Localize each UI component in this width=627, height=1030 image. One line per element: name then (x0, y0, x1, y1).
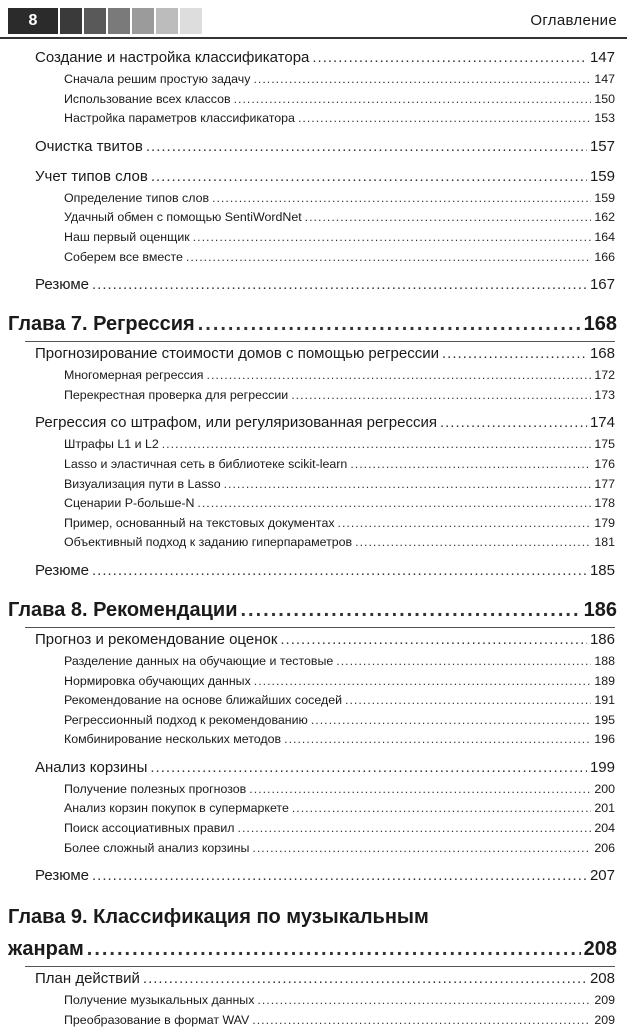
entry-page: 189 (594, 673, 615, 688)
spacer (0, 888, 627, 902)
entry-title: Рекомендование на основе ближайших соседей (64, 693, 343, 708)
header-bar (60, 8, 82, 34)
toc-section[interactable] (0, 342, 627, 366)
entry-page: 147 (589, 49, 615, 66)
toc-subsection[interactable] (0, 652, 627, 672)
toc-subsection[interactable] (0, 248, 627, 268)
dot-leader (224, 475, 592, 495)
header-bar (84, 8, 106, 34)
toc-subsection[interactable] (0, 799, 627, 819)
entry-title: Поиск ассоциативных правил (64, 821, 235, 836)
entry-page: 168 (589, 345, 615, 363)
dot-leader (312, 46, 587, 70)
entry-title: План действий (35, 970, 140, 988)
dot-leader (284, 730, 591, 750)
entry-page: 177 (594, 476, 615, 491)
entry-title: Сначала решим простую задачу (64, 72, 251, 86)
toc-subsection[interactable] (0, 70, 627, 90)
entry-title: Получение музыкальных данных (64, 993, 255, 1008)
entry-title: Комбинирование нескольких методов (64, 732, 282, 747)
dot-leader (298, 109, 591, 129)
page-number: 8 (8, 8, 58, 34)
entry-title: Перекрестная проверка для регрессии (64, 387, 289, 402)
dot-leader (355, 533, 591, 553)
entry-page: 159 (589, 167, 615, 185)
dot-leader (311, 711, 591, 731)
dot-leader (336, 652, 591, 672)
entry-page: 173 (594, 387, 615, 402)
entry-page: 200 (594, 781, 615, 796)
section-title: Оглавление (530, 12, 617, 29)
entry-title: Учет типов слов (35, 167, 148, 185)
dot-leader (143, 967, 587, 991)
toc-subsection[interactable] (0, 109, 627, 129)
toc-subsection[interactable] (0, 514, 627, 534)
entry-page: 153 (594, 111, 615, 126)
dot-leader (150, 756, 587, 780)
entry-title: Настройка параметров классификатора (64, 111, 295, 126)
entry-page: 178 (594, 496, 615, 511)
entry-title: жанрам (8, 938, 84, 961)
toc-subsection[interactable] (0, 839, 627, 859)
dot-leader (92, 864, 587, 888)
entry-title: Очистка твитов (35, 137, 143, 155)
entry-title: Объективный подход к заданию гиперпараметров (64, 535, 353, 550)
dot-leader (292, 799, 591, 819)
entry-title: Пример, основанный на текстовых документах (64, 515, 335, 530)
entry-page: 209 (594, 1012, 615, 1027)
entry-page: 150 (594, 91, 615, 106)
entry-title: Сценарии P-больше-N (64, 496, 195, 511)
entry-page: 208 (589, 970, 615, 988)
dot-leader (280, 628, 587, 652)
dot-leader (291, 386, 591, 406)
entry-title: Регрессионный подход к рекомендованию (64, 712, 308, 727)
dot-leader (234, 90, 592, 110)
entry-title: Штрафы L1 и L2 (64, 437, 159, 452)
page-header (0, 0, 627, 46)
entry-page: 147 (594, 72, 615, 86)
entry-page: 196 (594, 732, 615, 747)
toc-subsection[interactable] (0, 208, 627, 228)
header-rule (0, 37, 627, 39)
entry-title: Получение полезных прогнозов (64, 781, 247, 796)
dot-leader (92, 273, 587, 297)
toc-subsection[interactable] (0, 711, 627, 731)
entry-title: Визуализация пути в Lasso (64, 476, 221, 491)
entry-page: 201 (594, 801, 615, 816)
dot-leader (442, 342, 587, 366)
entry-title: Нормировка обучающих данных (64, 673, 251, 688)
header-bar (156, 8, 178, 34)
toc-subsection[interactable] (0, 189, 627, 209)
entry-page: 195 (594, 712, 615, 727)
toc-subsection[interactable] (0, 435, 627, 455)
entry-title: Наш первый оценщик (64, 229, 190, 244)
entry-page: 166 (594, 249, 615, 264)
entry-page: 206 (594, 840, 615, 855)
dot-leader (253, 70, 591, 90)
entry-title: Глава 8. Рекомендации (8, 598, 238, 621)
toc-section[interactable] (0, 165, 627, 189)
header-bar (180, 8, 202, 34)
entry-title: Более сложный анализ корзины (64, 840, 250, 855)
entry-title: Определение типов слов (64, 190, 210, 205)
entry-page: 199 (589, 758, 615, 776)
toc-subsection[interactable] (0, 991, 627, 1011)
entry-page: 157 (589, 137, 615, 155)
entry-page: 185 (589, 561, 615, 579)
entry-page: 204 (594, 821, 615, 836)
entry-title: Регрессия со штрафом, или регуляризованная регрессия (35, 414, 437, 432)
dot-leader (345, 691, 591, 711)
toc-section[interactable] (0, 756, 627, 780)
toc-subsection[interactable] (0, 494, 627, 514)
toc-subsection[interactable] (0, 819, 627, 839)
dot-leader (238, 819, 592, 839)
toc-section[interactable] (0, 628, 627, 652)
toc-subsection[interactable] (0, 730, 627, 750)
dot-leader (197, 494, 591, 514)
dot-leader (146, 135, 587, 159)
dot-leader (350, 455, 591, 475)
toc-section[interactable] (0, 46, 627, 70)
dot-leader (193, 228, 592, 248)
entry-page: 191 (594, 693, 615, 708)
entry-page: 159 (594, 190, 615, 205)
entry-title: Резюме (35, 276, 89, 294)
dot-leader (249, 780, 591, 800)
entry-page: 208 (583, 938, 617, 961)
toc-subsection[interactable] (0, 1011, 627, 1030)
toc-subsection[interactable] (0, 780, 627, 800)
dot-leader (212, 189, 591, 209)
dot-leader (254, 672, 592, 692)
entry-page: 172 (594, 368, 615, 383)
dot-leader (186, 248, 591, 268)
entry-title: Создание и настройка классификатора (35, 49, 310, 66)
dot-leader (162, 435, 592, 455)
toc-section[interactable] (0, 864, 627, 888)
entry-title: Прогнозирование стоимости домов с помощью регрессии (35, 345, 439, 363)
dot-leader (257, 991, 591, 1011)
toc-subsection[interactable] (0, 533, 627, 553)
entry-page: 167 (589, 276, 615, 294)
dot-leader (252, 839, 591, 859)
entry-page: 175 (594, 437, 615, 452)
dot-leader (305, 208, 592, 228)
entry-page: 174 (589, 414, 615, 432)
entry-title: Глава 7. Регрессия (8, 313, 195, 336)
dot-leader (338, 514, 592, 534)
entry-page: 207 (589, 867, 615, 885)
entry-page: 168 (583, 313, 617, 336)
toc-section[interactable] (0, 967, 627, 991)
toc-subsection[interactable] (0, 672, 627, 692)
toc-subsection[interactable] (0, 455, 627, 475)
toc-subsection[interactable] (0, 475, 627, 495)
toc-section[interactable] (0, 273, 627, 297)
entry-page: 181 (594, 535, 615, 550)
entry-title: Резюме (35, 561, 89, 579)
toc-section[interactable] (0, 135, 627, 159)
entry-title: Прогноз и рекомендование оценок (35, 630, 278, 648)
entry-page: 186 (583, 598, 617, 621)
dot-leader (151, 165, 587, 189)
dot-leader (207, 366, 592, 386)
toc-chapter-cont[interactable] (0, 932, 627, 966)
toc-subsection[interactable] (0, 228, 627, 248)
entry-page: 179 (594, 515, 615, 530)
entry-title: Разделение данных на обучающие и тестовые (64, 653, 334, 668)
entry-page: 186 (589, 630, 615, 648)
spacer (0, 297, 627, 307)
dot-leader (240, 593, 580, 627)
toc-subsection[interactable] (0, 691, 627, 711)
entry-page: 164 (594, 229, 615, 244)
table-of-contents (0, 46, 627, 1030)
toc-chapter[interactable] (0, 902, 627, 932)
toc-chapter[interactable] (0, 307, 627, 341)
spacer (0, 583, 627, 593)
entry-page: 188 (594, 653, 615, 668)
toc-subsection[interactable] (0, 366, 627, 386)
entry-page: 162 (594, 210, 615, 225)
entry-title: Использование всех классов (64, 91, 231, 106)
toc-chapter[interactable] (0, 593, 627, 627)
entry-title: Преобразование в формат WAV (64, 1012, 250, 1027)
entry-title: Соберем все вместе (64, 249, 183, 264)
toc-section[interactable] (0, 559, 627, 583)
entry-title: Резюме (35, 867, 89, 885)
entry-title: Многомерная регрессия (64, 368, 204, 383)
toc-section[interactable] (0, 411, 627, 435)
entry-title: Удачный обмен с помощью SentiWordNet (64, 210, 302, 225)
entry-title: Анализ корзины (35, 758, 148, 776)
toc-subsection[interactable] (0, 90, 627, 110)
dot-leader (87, 932, 581, 966)
entry-title: Анализ корзин покупок в супермаркете (64, 801, 289, 816)
entry-title: Lasso и эластичная сеть в библиотеке scikit-learn (64, 456, 348, 471)
dot-leader (440, 411, 587, 435)
toc-subsection[interactable] (0, 386, 627, 406)
dot-leader (92, 559, 587, 583)
dot-leader (198, 307, 581, 341)
header-bar (132, 8, 154, 34)
dot-leader (252, 1011, 591, 1030)
entry-page: 176 (594, 456, 615, 471)
entry-page: 209 (594, 993, 615, 1008)
entry-title: Глава 9. Классификация по музыкальным (8, 906, 429, 929)
header-bar (108, 8, 130, 34)
